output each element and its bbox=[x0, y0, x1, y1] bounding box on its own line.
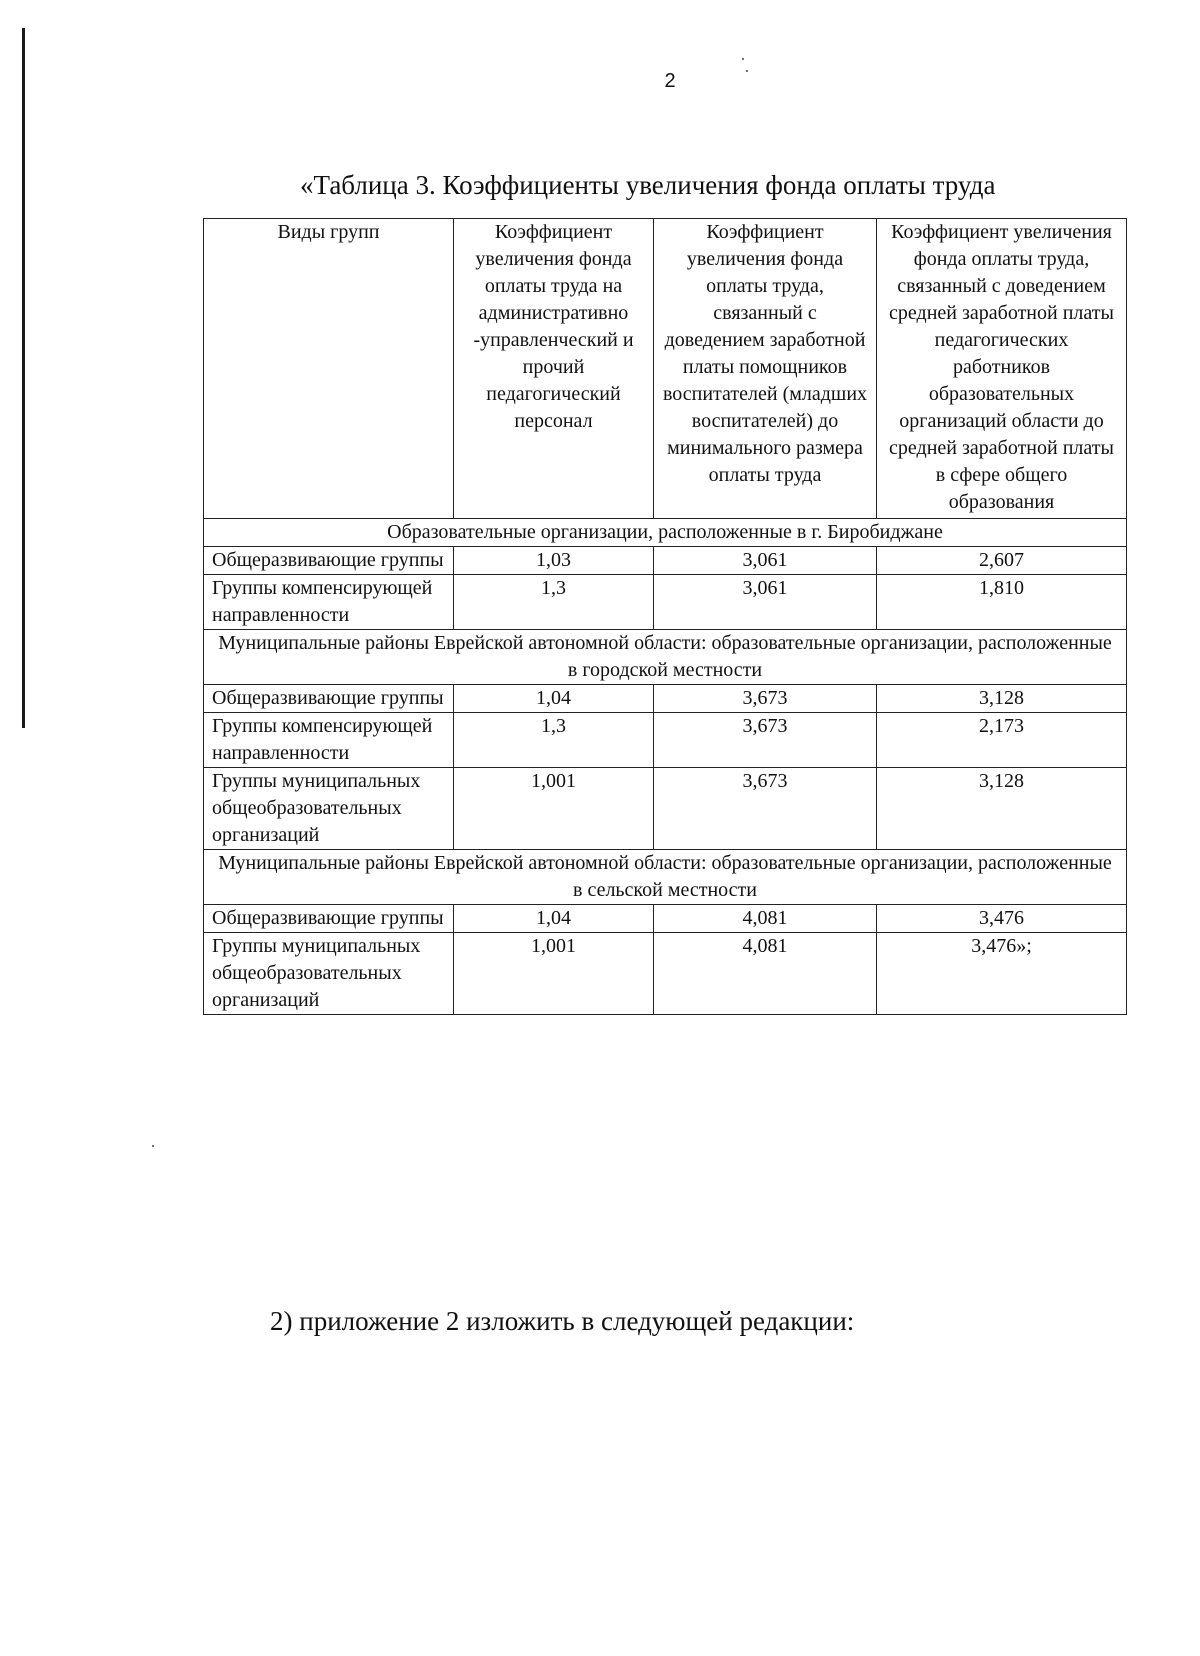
cell-admin: 1,03 bbox=[454, 547, 654, 575]
cell-admin: 1,04 bbox=[454, 685, 654, 713]
table-row bbox=[204, 685, 1127, 713]
cell-teacher: 3,128 bbox=[877, 685, 1127, 713]
table-row bbox=[204, 933, 1127, 1015]
section-row bbox=[204, 850, 1127, 905]
row-label: Общеразвивающие группы bbox=[204, 547, 454, 575]
section-row bbox=[204, 519, 1127, 547]
cell-assistant: 3,061 bbox=[654, 547, 877, 575]
row-label: Группы муниципальных общеобразовательных организаций bbox=[204, 933, 454, 1015]
section-row bbox=[204, 630, 1127, 685]
row-label: Группы компенсирующей направленности bbox=[204, 575, 454, 630]
amendment-text: 2) приложение 2 изложить в следующей редакции: bbox=[270, 1306, 855, 1336]
table-row bbox=[204, 713, 1127, 768]
table-row bbox=[204, 575, 1127, 630]
cell-admin: 1,001 bbox=[454, 933, 654, 1015]
scan-speck bbox=[152, 1145, 154, 1147]
row-label: Группы муниципальных общеобразовательных организаций bbox=[204, 768, 454, 850]
cell-assistant: 3,673 bbox=[654, 713, 877, 768]
table-header-row bbox=[204, 219, 1127, 519]
table-row bbox=[204, 547, 1127, 575]
header-admin-coefficient: Коэффициент увеличения фонда оплаты труда на административно -управленческий и прочий педагогический персонал bbox=[454, 219, 654, 519]
cell-assistant: 4,081 bbox=[654, 905, 877, 933]
row-label: Общеразвивающие группы bbox=[204, 685, 454, 713]
cell-assistant: 3,673 bbox=[654, 685, 877, 713]
cell-admin: 1,3 bbox=[454, 575, 654, 630]
cell-admin: 1,3 bbox=[454, 713, 654, 768]
cell-admin: 1,04 bbox=[454, 905, 654, 933]
header-teacher-coefficient: Коэффициент увеличения фонда оплаты труда, связанный с доведением средней заработной платы педагогических работников образовательных организаций области до средней заработной платы в сфере общего образования bbox=[877, 219, 1127, 519]
scan-margin-line bbox=[22, 28, 25, 728]
table-row bbox=[204, 905, 1127, 933]
cell-admin: 1,001 bbox=[454, 768, 654, 850]
section-title: Муниципальные районы Еврейской автономной области: образовательные организации, расположенные в сельской местности bbox=[204, 850, 1127, 905]
table-title: «Таблица 3. Коэффициенты увеличения фонда оплаты труда bbox=[300, 170, 996, 200]
scan-speck bbox=[742, 58, 744, 60]
page-number: 2 bbox=[664, 70, 676, 92]
cell-assistant: 4,081 bbox=[654, 933, 877, 1015]
cell-teacher: 3,476 bbox=[877, 905, 1127, 933]
section-title: Образовательные организации, расположенные в г. Биробиджане bbox=[204, 519, 1127, 547]
cell-teacher: 2,173 bbox=[877, 713, 1127, 768]
cell-teacher: 2,607 bbox=[877, 547, 1127, 575]
coefficients-table bbox=[203, 218, 1127, 1015]
cell-teacher: 3,128 bbox=[877, 768, 1127, 850]
row-label: Группы компенсирующей направленности bbox=[204, 713, 454, 768]
cell-teacher: 3,476»; bbox=[877, 933, 1127, 1015]
table-row bbox=[204, 768, 1127, 850]
cell-assistant: 3,673 bbox=[654, 768, 877, 850]
section-title: Муниципальные районы Еврейской автономной области: образовательные организации, расположенные в городской местности bbox=[204, 630, 1127, 685]
cell-teacher: 1,810 bbox=[877, 575, 1127, 630]
cell-assistant: 3,061 bbox=[654, 575, 877, 630]
header-assistant-coefficient: Коэффициент увеличения фонда оплаты труда, связанный с доведением заработной платы помощников воспитателей (младших воспитателей) до минимального размера оплаты труда bbox=[654, 219, 877, 519]
header-group-type: Виды групп bbox=[204, 219, 454, 519]
row-label: Общеразвивающие группы bbox=[204, 905, 454, 933]
